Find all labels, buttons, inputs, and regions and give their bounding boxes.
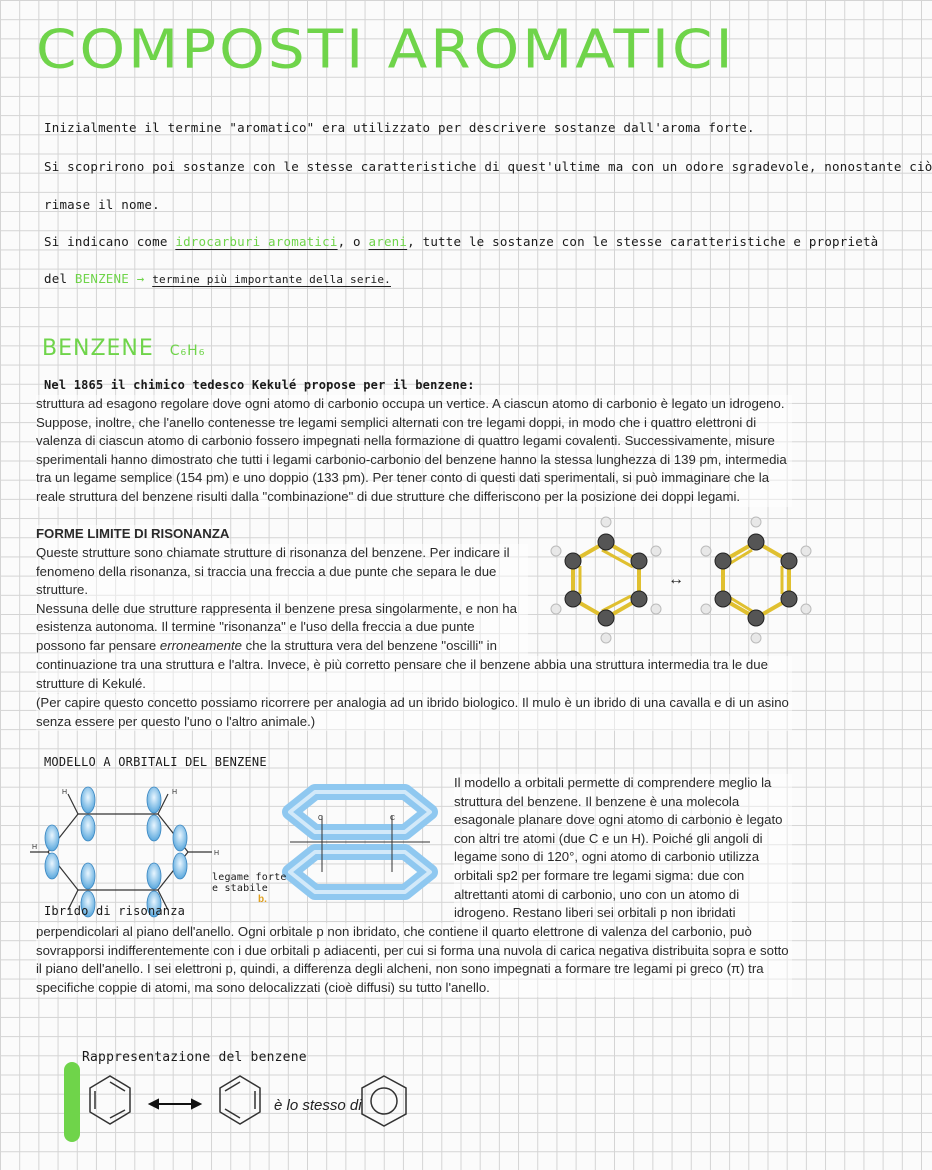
- kekule-structure-2: [701, 517, 811, 643]
- kekule-intro: Nel 1865 il chimico tedesco Kekulé propose per il benzene:: [44, 378, 475, 392]
- arrow-icon: →: [136, 271, 145, 286]
- term-arenes: areni: [368, 234, 408, 249]
- representation-heading: Rappresentazione del benzene: [82, 1050, 307, 1065]
- resonance-paragraph-2: continuazione tra una struttura e l'altra. Invece, è più corretto pensare che il benzene abbia una struttura intermedia tra le due strutture di Kekulé.: [36, 656, 792, 693]
- benzene-formula: C₆H₆: [169, 343, 206, 359]
- orbital-model-text-full: perpendicolari al piano dell'anello. Ogni orbitale p non ibridato, che contiene il quarto elettrone di valenza del carbonio, può sovrapporsi indifferentemente con i due orbitali p adiacenti, per cui si forma una nuvola di carica negativa distribuita sopra e sotto il piano dell'anello. I sei elettroni p, quindi, a differenza degli alcheni, non sono impegnati a formare tre legami pi greco (π) tra specifiche coppie di atomi, ma sono delocalizzati (cioè diffusi) su tutto l'anello.: [36, 923, 792, 997]
- resonance-paragraph-1: [36, 544, 528, 656]
- intro-line-2: Si scoprirono poi sostanze con le stesse caratteristiche di quest'ultime ma con un odore sgradevole, nonostante ciò: [44, 159, 932, 174]
- benzene-title: BENZENE: [42, 336, 154, 361]
- atom-label-h: H: [62, 789, 68, 796]
- intro-line-4-e: , tutte le sostanze con le stesse caratteristiche e proprietà: [407, 234, 879, 249]
- double-arrow-icon: [150, 1100, 200, 1108]
- atom-label-h: H: [32, 844, 38, 851]
- page-title: COMPOSTI AROMATICI: [36, 18, 736, 81]
- orbital-model-heading: MODELLO A ORBITALI DEL BENZENE: [44, 755, 267, 769]
- atom-label-h: H: [172, 789, 178, 796]
- hybrid-label: Ibrido di risonanza: [44, 904, 186, 918]
- stable-bond-label: [212, 872, 287, 894]
- same-as-label: è lo stesso di: [274, 1097, 362, 1114]
- intro-line-5-a: del: [44, 271, 75, 286]
- intro-line-4: [44, 234, 878, 249]
- intro-line-4-a: Si indicano come: [44, 234, 176, 249]
- atom-label-c: C: [318, 815, 324, 822]
- stable-bond-label-1: legame forte: [212, 872, 287, 883]
- figure-label-b: b.: [258, 894, 267, 905]
- term-aromatic-hydrocarbons: idrocarburi aromatici: [175, 234, 338, 249]
- benzene-heading: [42, 336, 205, 361]
- intro-line-5: [44, 271, 391, 286]
- resonance-p1-b: Nessuna delle due strutture rappresenta il benzene presa singolarmente, e non ha esistenza autonoma. Il termine "risonanza" e l'uso della freccia a due punte possono far pensare: [36, 600, 517, 653]
- intro-line-1: Inizialmente il termine "aromatico" era utilizzato per descrivere sostanze dall'aroma forte.: [44, 120, 755, 135]
- resonance-p1-c: che la struttura vera del benzene "oscilli" in: [242, 637, 497, 653]
- orbital-model-text-right: Il modello a orbitali permette di comprendere meglio la struttura del benzene. Il benzene è una molecola esagonale planare dove ogni atomo di carbonio è legato con altri tre atomi (due C e un H). Poiché gli angoli di legame sono di 120°, ogni atomo di carbonio utilizza orbitali sp2 per formare tre legami sigma: due con altrettanti atomi di carbonio, uno con un atomo di idrogeno. Restano liberi sei orbitali p non ibridati: [454, 774, 792, 923]
- atom-label-c: C: [390, 815, 396, 822]
- resonance-p1-em: erroneamente: [159, 637, 243, 653]
- benzene-representation-figure: [84, 1072, 424, 1144]
- intro-line-5-c: termine più importante della serie.: [152, 273, 391, 286]
- kekule-structure-1: [551, 517, 661, 643]
- resonance-paragraph-3: (Per capire questo concetto possiamo ricorrere per analogia ad un ibrido biologico. Il mulo è un ibrido di una cavalla e di un asino senza essere per questo l'uno o l'altro animale.): [36, 694, 792, 731]
- intro-line-4-c: , o: [337, 234, 369, 249]
- atom-label-h: H: [214, 850, 220, 857]
- resonance-arrow-icon: ↔: [668, 571, 684, 588]
- electron-cloud-figure: [270, 780, 450, 910]
- intro-line-3: rimase il nome.: [44, 197, 160, 212]
- benzene-paragraph: struttura ad esagono regolare dove ogni atomo di carbonio occupa un vertice. A ciascun atomo di carbonio è legato un idrogeno. Suppose, inoltre, che l'anello contenesse tre legami semplici alternati con tre legami doppi, in modo che i quattro elettroni di valenza di ciascun atomo di carbonio fossero impegnati nella formazione di quattro legami covalenti. Successivamente, misure sperimentali hanno dimostrato che tutti i legami carbonio-carbonio del benzene hanno la stessa lunghezza di 139 pm, intermedia tra un legame semplice (154 pm) e uno doppio (133 pm). Per tener conto di questi dati sperimentali, si può immaginare che la reale struttura del benzene risulti dalla "combinazione" di due strutture che differiscono per la posizione dei doppi legami.: [36, 395, 792, 507]
- resonance-p1-a: Queste strutture sono chiamate strutture di risonanza del benzene. Per indicare il fenomeno della risonanza, si traccia una freccia a due punte che separa le due strutture.: [36, 545, 510, 598]
- p-orbitals-figure: [30, 782, 230, 922]
- stable-bond-label-2: e stabile: [212, 883, 268, 894]
- resonance-heading: FORME LIMITE DI RISONANZA: [36, 525, 229, 544]
- resonance-structures-figure: [536, 508, 828, 650]
- green-marker-decoration: [64, 1062, 80, 1142]
- term-benzene: BENZENE: [74, 271, 129, 286]
